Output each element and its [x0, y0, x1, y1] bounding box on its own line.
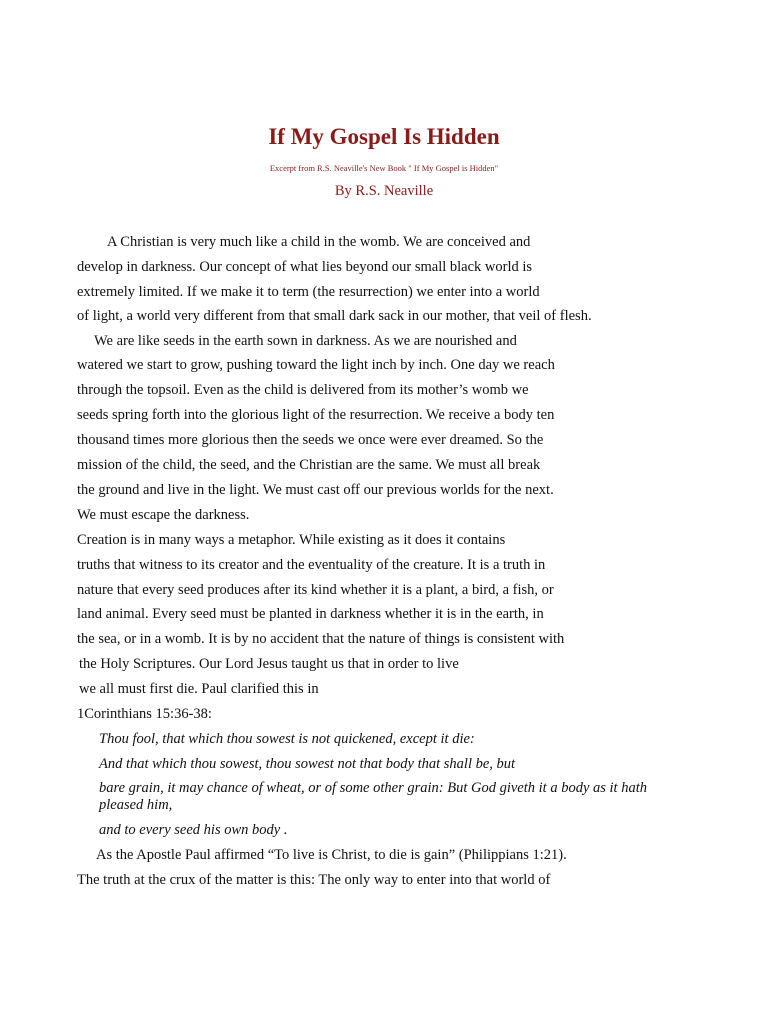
body-line: 1Corinthians 15:36-38:	[77, 706, 212, 722]
scripture-quote-line: And that which thou sowest, thou sowest not that body that shall be, but	[99, 756, 516, 772]
body-line: We must escape the darkness.	[77, 507, 250, 523]
body-line: Creation is in many ways a metaphor. While existing as it does it contains	[77, 532, 506, 548]
body-line: the Holy Scriptures. Our Lord Jesus taught us that in order to live	[79, 656, 459, 672]
body-line: We are like seeds in the earth sown in darkness. As we are nourished and	[94, 333, 517, 349]
body-line: extremely limited. If we make it to term (the resurrection) we enter into a world	[77, 284, 540, 300]
body-line: nature that every seed produces after its kind whether it is a plant, a bird, a fish, or	[77, 582, 554, 598]
body-line: the ground and live in the light. We must cast off our previous worlds for the next.	[77, 482, 554, 498]
body-line: As the Apostle Paul affirmed “To live is Christ, to die is gain” (Philippians 1:21).	[96, 847, 567, 863]
body-line: A Christian is very much like a child in the womb. We are conceived and	[107, 234, 531, 250]
body-line: thousand times more glorious then the seeds we once were ever dreamed. So the	[77, 432, 544, 448]
body-line: mission of the child, the seed, and the Christian are the same. We must all break	[77, 457, 541, 473]
body-line: the sea, or in a womb. It is by no accident that the nature of things is consistent with	[77, 631, 565, 647]
body-line: seeds spring forth into the glorious light of the resurrection. We receive a body ten	[77, 407, 555, 423]
scripture-quote-line: pleased him,	[99, 797, 173, 813]
scripture-quote-line: bare grain, it may chance of wheat, or of some other grain: But God giveth it a body as it hath	[99, 780, 647, 796]
document-title: If My Gospel Is Hidden	[268, 124, 500, 149]
body-line: through the topsoil. Even as the child is delivered from its mother’s womb we	[77, 382, 529, 398]
author-byline: By R.S. Neaville	[334, 183, 434, 199]
body-line: The truth at the crux of the matter is this: The only way to enter into that world of	[77, 872, 551, 888]
body-line: truths that witness to its creator and the eventuality of the creature. It is a truth in	[77, 557, 546, 573]
document-subtitle: Excerpt from R.S. Neaville's New Book " If My Gospel is Hidden"	[269, 163, 499, 173]
body-line: watered we start to grow, pushing toward the light inch by inch. One day we reach	[77, 357, 555, 373]
body-line: we all must first die. Paul clarified this in	[79, 681, 319, 697]
scripture-quote-line: and to every seed his own body .	[99, 822, 288, 838]
body-line: land animal. Every seed must be planted in darkness whether it is in the earth, in	[77, 606, 544, 622]
scripture-quote-line: Thou fool, that which thou sowest is not quickened, except it die:	[99, 731, 475, 747]
body-line: of light, a world very different from that small dark sack in our mother, that veil of flesh.	[77, 308, 592, 324]
body-line: develop in darkness. Our concept of what lies beyond our small black world is	[77, 259, 533, 275]
